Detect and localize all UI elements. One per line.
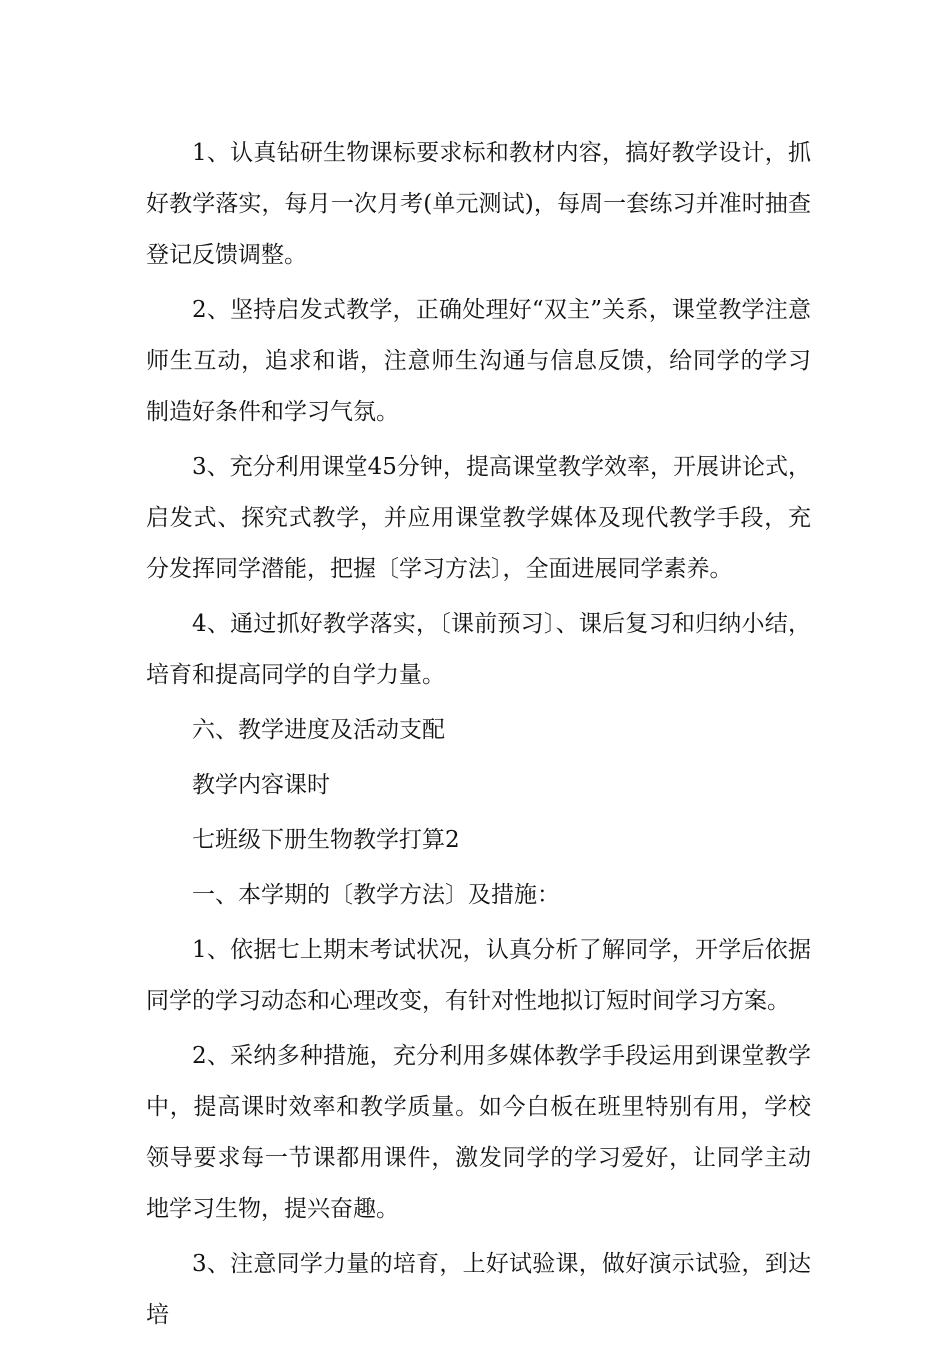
paragraph-2: 2、坚持启发式教学，正确处理好“双主”关系，课堂教学注意师生互动，追求和谐，注意师生沟通与信息反馈，给同学的学习制造好条件和学习气氛。 — [146, 297, 811, 425]
paragraph-7: 3、注意同学力量的培育，上好试验课，做好演示试验，到达培 — [146, 1251, 811, 1328]
paragraph-1: 1、认真钻研生物课标要求标和教材内容，搞好教学设计，抓好教学落实，每月一次月考(单元测试)，每周一套练习并准时抽查登记反馈调整。 — [146, 140, 811, 268]
section-heading-schedule: 六、教学进度及活动支配 — [192, 717, 445, 743]
document-body — [146, 128, 811, 1345]
paragraph-6: 2、采纳多种措施，充分利用多媒体教学手段运用到课堂教学中，提高课时效率和教学质量。如今白板在班里特别有用，学校领导要求每一节课都用课件，激发同学的学习爱好，让同学主动地学习生物，提兴奋趣。 — [146, 1043, 811, 1222]
section-heading-methods: 一、本学期的〔教学方法〕及措施： — [192, 882, 560, 908]
paragraph-5: 1、依据七上期末考试状况，认真分析了解同学，开学后依据同学的学习动态和心理改变，有针对性地拟订短时间学习方案。 — [146, 937, 811, 1014]
paragraph-4: 4、通过抓好教学落实，〔课前预习〕、课后复习和归纳小结，培育和提高同学的自学力量。 — [146, 611, 811, 688]
table-caption: 教学内容课时 — [192, 772, 330, 798]
paragraph-3: 3、充分利用课堂45分钟，提高课堂教学效率，开展讲论式，启发式、探究式教学，并应用课堂教学媒体及现代教学手段，充分发挥同学潜能，把握〔学习方法〕，全面进展同学素养。 — [146, 454, 811, 582]
document-title-2: 七班级下册生物教学打算2 — [192, 827, 460, 853]
